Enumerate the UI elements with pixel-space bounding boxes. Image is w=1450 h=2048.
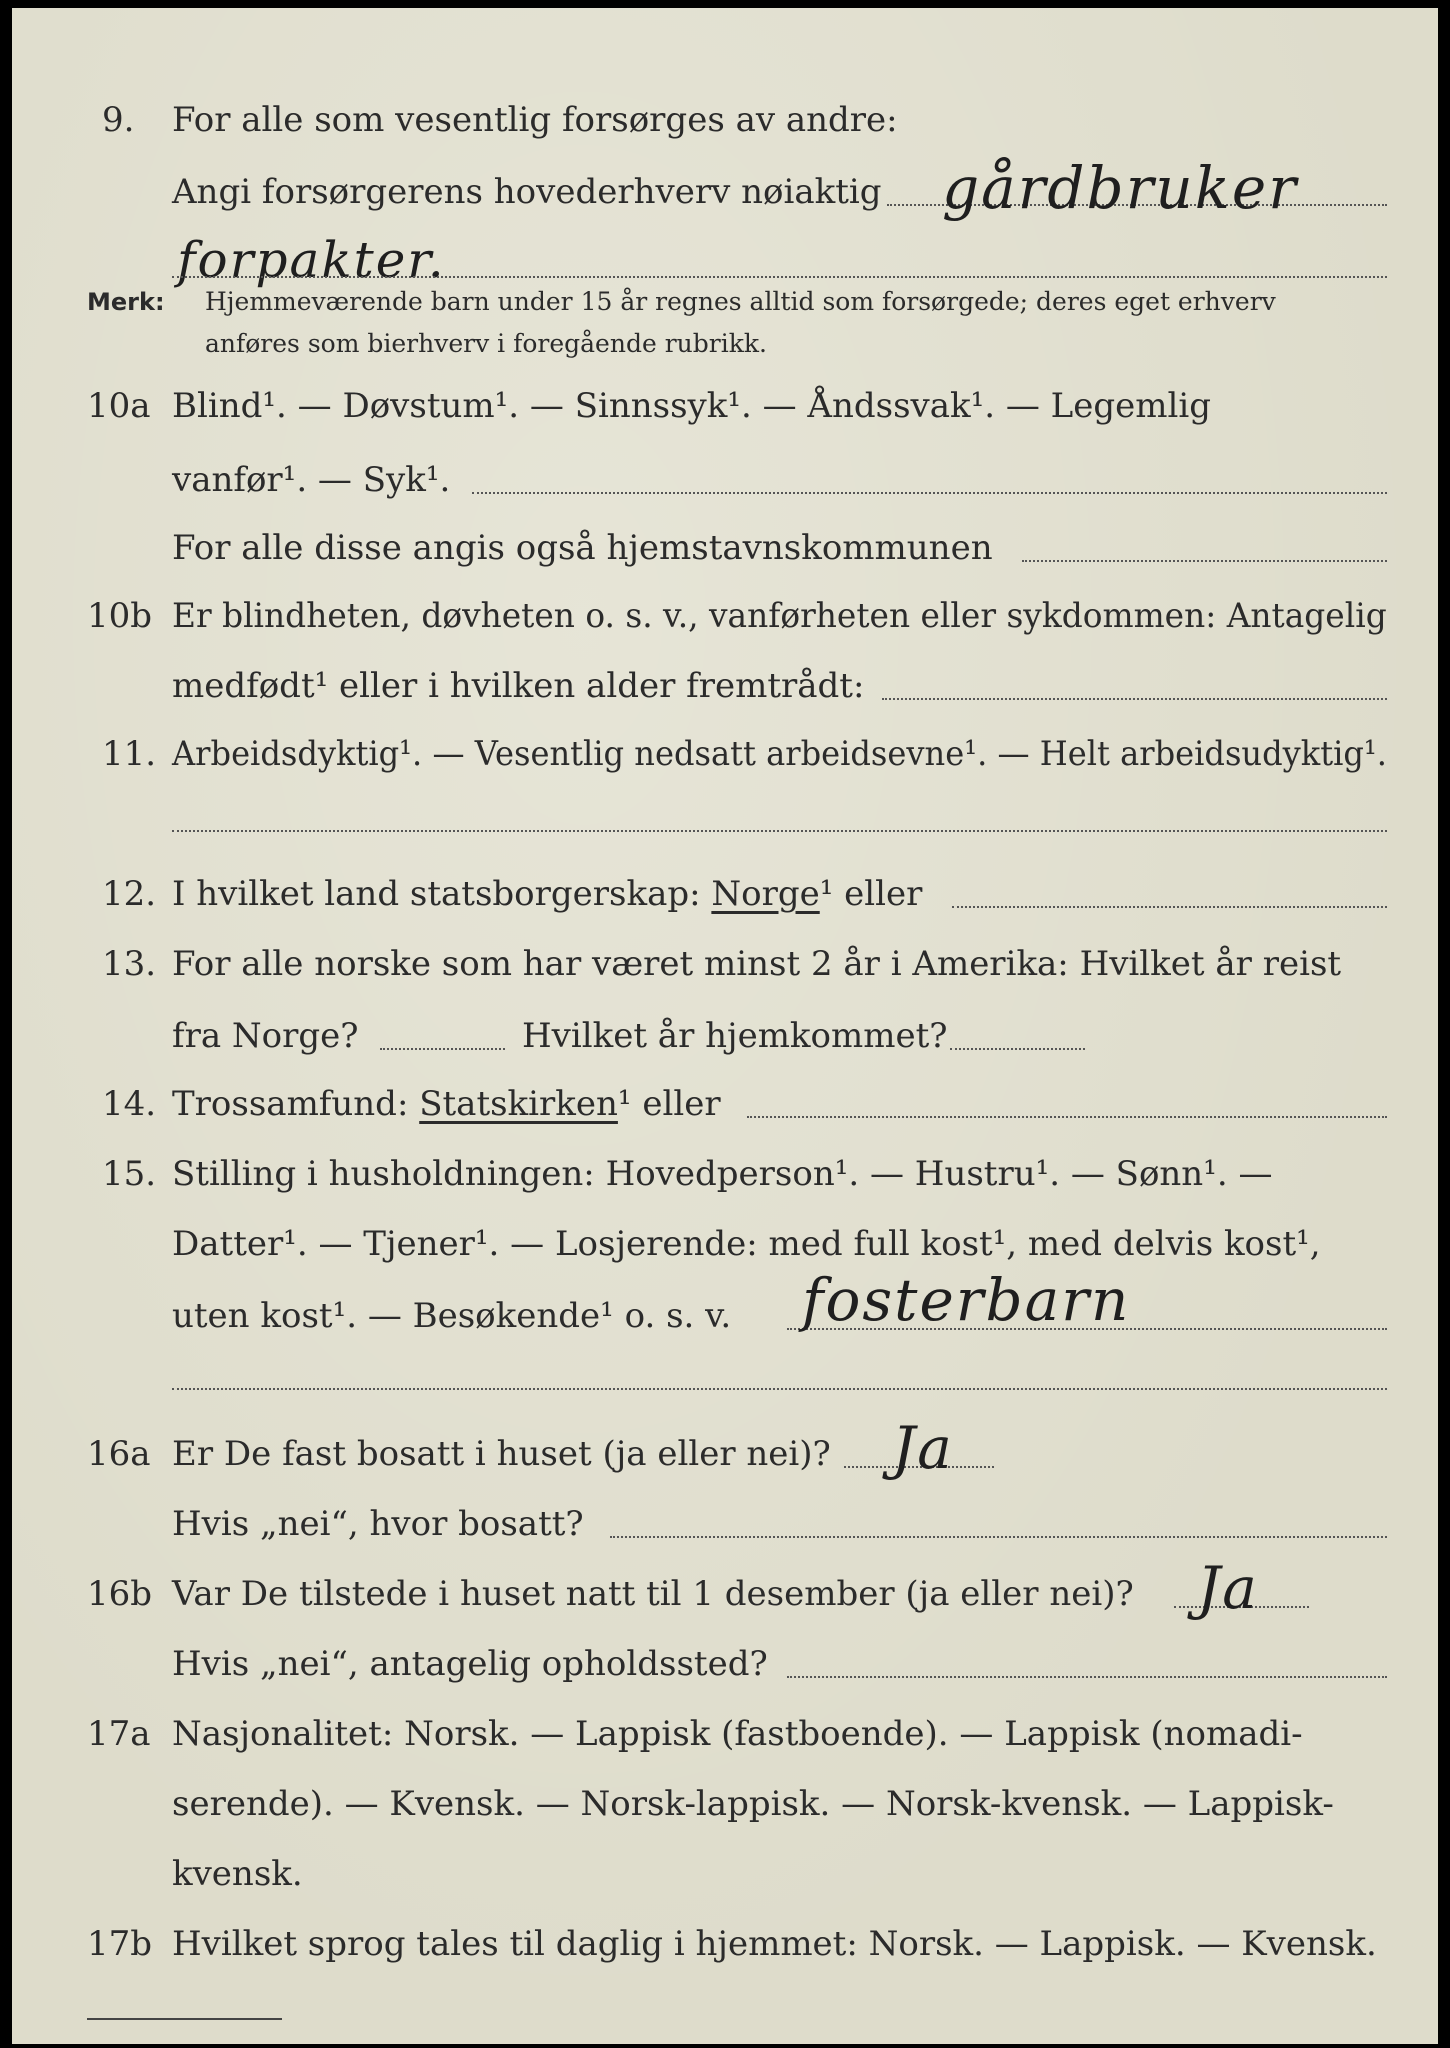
q14-dotted-field	[747, 1116, 1387, 1118]
q10b-dotted-field	[882, 698, 1387, 700]
q9-number: 9.	[102, 100, 135, 140]
q15-line1: Stilling i husholdningen: Hovedperson¹. — Hustru¹. — Sønn¹. —	[172, 1154, 1273, 1194]
q16b-number: 16b	[87, 1574, 153, 1614]
q17b-number: 17b	[87, 1924, 153, 1964]
q11-dotted-field	[172, 830, 1387, 832]
q10b-line2: medfødt¹ eller i hvilken alder fremtrådt:	[172, 666, 865, 706]
q14-underlined: Statskirken	[419, 1084, 618, 1124]
q12-number: 12.	[102, 874, 157, 914]
q16b-dotted-field-2	[787, 1676, 1387, 1678]
q9-dotted-field-2	[172, 276, 1387, 278]
q16a-dotted-field-2	[610, 1536, 1387, 1538]
q13-number: 13.	[102, 944, 157, 984]
q13-dotted-field-1	[380, 1048, 505, 1050]
q15-line3: uten kost¹. — Besøkende¹ o. s. v.	[172, 1296, 732, 1336]
q10a-line1: Blind¹. — Døvstum¹. — Sinnssyk¹. — Åndssvak¹. — Legemlig	[172, 386, 1211, 426]
q14-suffix: ¹ eller	[617, 1084, 721, 1124]
q9-line2: Angi forsørgerens hovederhverv nøiaktig	[172, 172, 882, 212]
q11-line1: Arbeidsdyktig¹. — Vesentlig nedsatt arbeidsevne¹. — Helt arbeidsudyktig¹.	[172, 734, 1388, 774]
q15-handwritten-answer: fosterbarn	[802, 1266, 1131, 1334]
footnote-rule	[87, 2018, 282, 2020]
q17a-number: 17a	[87, 1714, 151, 1754]
q15-dotted-field-2	[172, 1388, 1387, 1390]
q12-prefix: I hvilket land statsborgerskap:	[172, 874, 712, 914]
q17a-line2: serende). — Kvensk. — Norsk-lappisk. — Norsk-kvensk. — Lappisk-	[172, 1784, 1334, 1824]
q16a-line2: Hvis „nei“, hvor bosatt?	[172, 1504, 584, 1544]
q13-line2a: fra Norge?	[172, 1016, 359, 1056]
q14-prefix: Trossamfund:	[172, 1084, 420, 1124]
q10a-line2: vanfør¹. — Syk¹.	[172, 460, 451, 500]
q12-text	[172, 874, 922, 914]
q10a-line3: For alle disse angis også hjemstavnskommunen	[172, 528, 993, 568]
q9-line1: For alle som vesentlig forsørges av andre:	[172, 100, 898, 140]
q10a-dotted-field	[472, 492, 1387, 494]
q17a-line1: Nasjonalitet: Norsk. — Lappisk (fastboende). — Lappisk (nomadi-	[172, 1714, 1303, 1754]
q16a-line1: Er De fast bosatt i huset (ja eller nei)?	[172, 1434, 831, 1474]
q11-number: 11.	[102, 734, 157, 774]
q15-number: 15.	[102, 1154, 157, 1194]
q15-line2: Datter¹. — Tjener¹. — Losjerende: med full kost¹, med delvis kost¹,	[172, 1224, 1321, 1264]
q10b-number: 10b	[87, 596, 153, 636]
q13-dotted-field-2	[950, 1048, 1085, 1050]
q16b-handwritten-answer: Ja	[1197, 1554, 1259, 1622]
q12-underlined: Norge	[711, 874, 820, 914]
q10b-line1: Er blindheten, døvheten o. s. v., vanførheten eller sykdommen: Antagelig	[172, 596, 1387, 636]
q9-handwritten-answer1: gårdbruker	[942, 154, 1298, 222]
merk-line2: anføres som bierhverv i foregående rubrikk.	[205, 329, 767, 358]
q17a-line3: kvensk.	[172, 1854, 303, 1894]
q16a-handwritten-answer: Ja	[892, 1414, 954, 1482]
q12-suffix: ¹ eller	[819, 874, 923, 914]
census-form-page	[12, 8, 1438, 2044]
q10a-number: 10a	[87, 386, 151, 426]
q16a-number: 16a	[87, 1434, 151, 1474]
q16b-line2: Hvis „nei“, antagelig opholdssted?	[172, 1644, 768, 1684]
merk-line1: Hjemmeværende barn under 15 år regnes alltid som forsørgede; deres eget erhverv	[205, 287, 1276, 316]
q9-handwritten-answer2: forpakter.	[177, 231, 446, 289]
q10a-dotted-field-2	[1022, 560, 1387, 562]
q14-text	[172, 1084, 721, 1124]
merk-label: Merk:	[87, 288, 165, 316]
q17b-line1: Hvilket sprog tales til daglig i hjemmet: Norsk. — Lappisk. — Kvensk.	[172, 1924, 1377, 1964]
q12-dotted-field	[952, 906, 1387, 908]
q13-line2b: Hvilket år hjemkommet?	[522, 1016, 948, 1056]
q14-number: 14.	[102, 1084, 157, 1124]
q16b-line1: Var De tilstede i huset natt til 1 desember (ja eller nei)?	[172, 1574, 1134, 1614]
q13-line1: For alle norske som har været minst 2 år i Amerika: Hvilket år reist	[172, 944, 1342, 984]
